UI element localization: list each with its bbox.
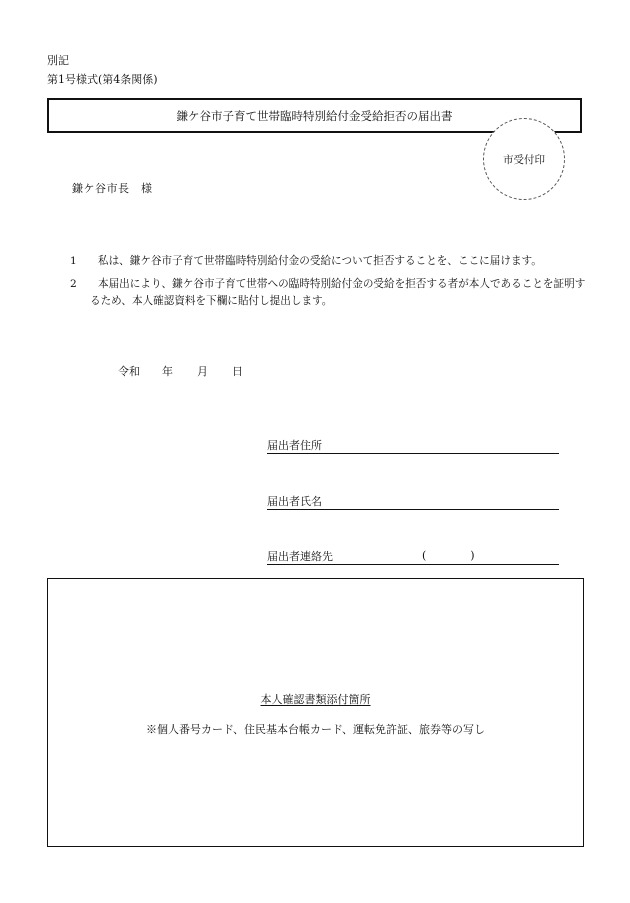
form-title: 鎌ケ谷市子育て世帯臨時特別給付金受給拒否の届出書 (176, 108, 453, 123)
statement-item (70, 276, 590, 310)
address-field[interactable] (267, 437, 559, 454)
item-text: 本届出により、鎌ケ谷市子育て世帯への臨時特別給付金の受給を拒否する者が本人であることを証明するため、本人確認資料を下欄に貼付し提出します。 (90, 278, 586, 307)
date-line (118, 363, 243, 379)
contact-label: 届出者連絡先 (267, 550, 333, 563)
id-document-attachment-box (47, 578, 584, 847)
document-label: 別記 (47, 54, 69, 67)
attachment-note: ※個人番号カード、住民基本台帳カード、運転免許証、旅券等の写し (145, 723, 486, 736)
attachment-title: 本人確認書類添付箇所 (260, 693, 371, 706)
statement-item (70, 253, 590, 270)
item-number: 1 (70, 255, 77, 267)
form-number: 第1号様式(第4条関係) (47, 73, 158, 86)
reception-seal-label: 市受付印 (503, 153, 545, 166)
date-year: 年 (162, 365, 173, 378)
address-label: 届出者住所 (267, 439, 322, 452)
date-era: 令和 (118, 365, 140, 378)
attachment-title-wrap (48, 691, 583, 707)
addressee: 鎌ケ谷市長 様 (72, 182, 153, 195)
date-day: 日 (232, 365, 243, 378)
item-text: 私は、鎌ケ谷市子育て世帯臨時特別給付金の受給について拒否することを、ここに届けます。 (98, 255, 542, 267)
contact-field[interactable] (267, 548, 559, 565)
contact-paren: ( ) (422, 549, 475, 562)
name-label: 届出者氏名 (267, 495, 322, 508)
item-number: 2 (70, 278, 77, 290)
reception-seal-circle (483, 118, 565, 200)
date-month: 月 (197, 365, 208, 378)
name-field[interactable] (267, 493, 559, 510)
